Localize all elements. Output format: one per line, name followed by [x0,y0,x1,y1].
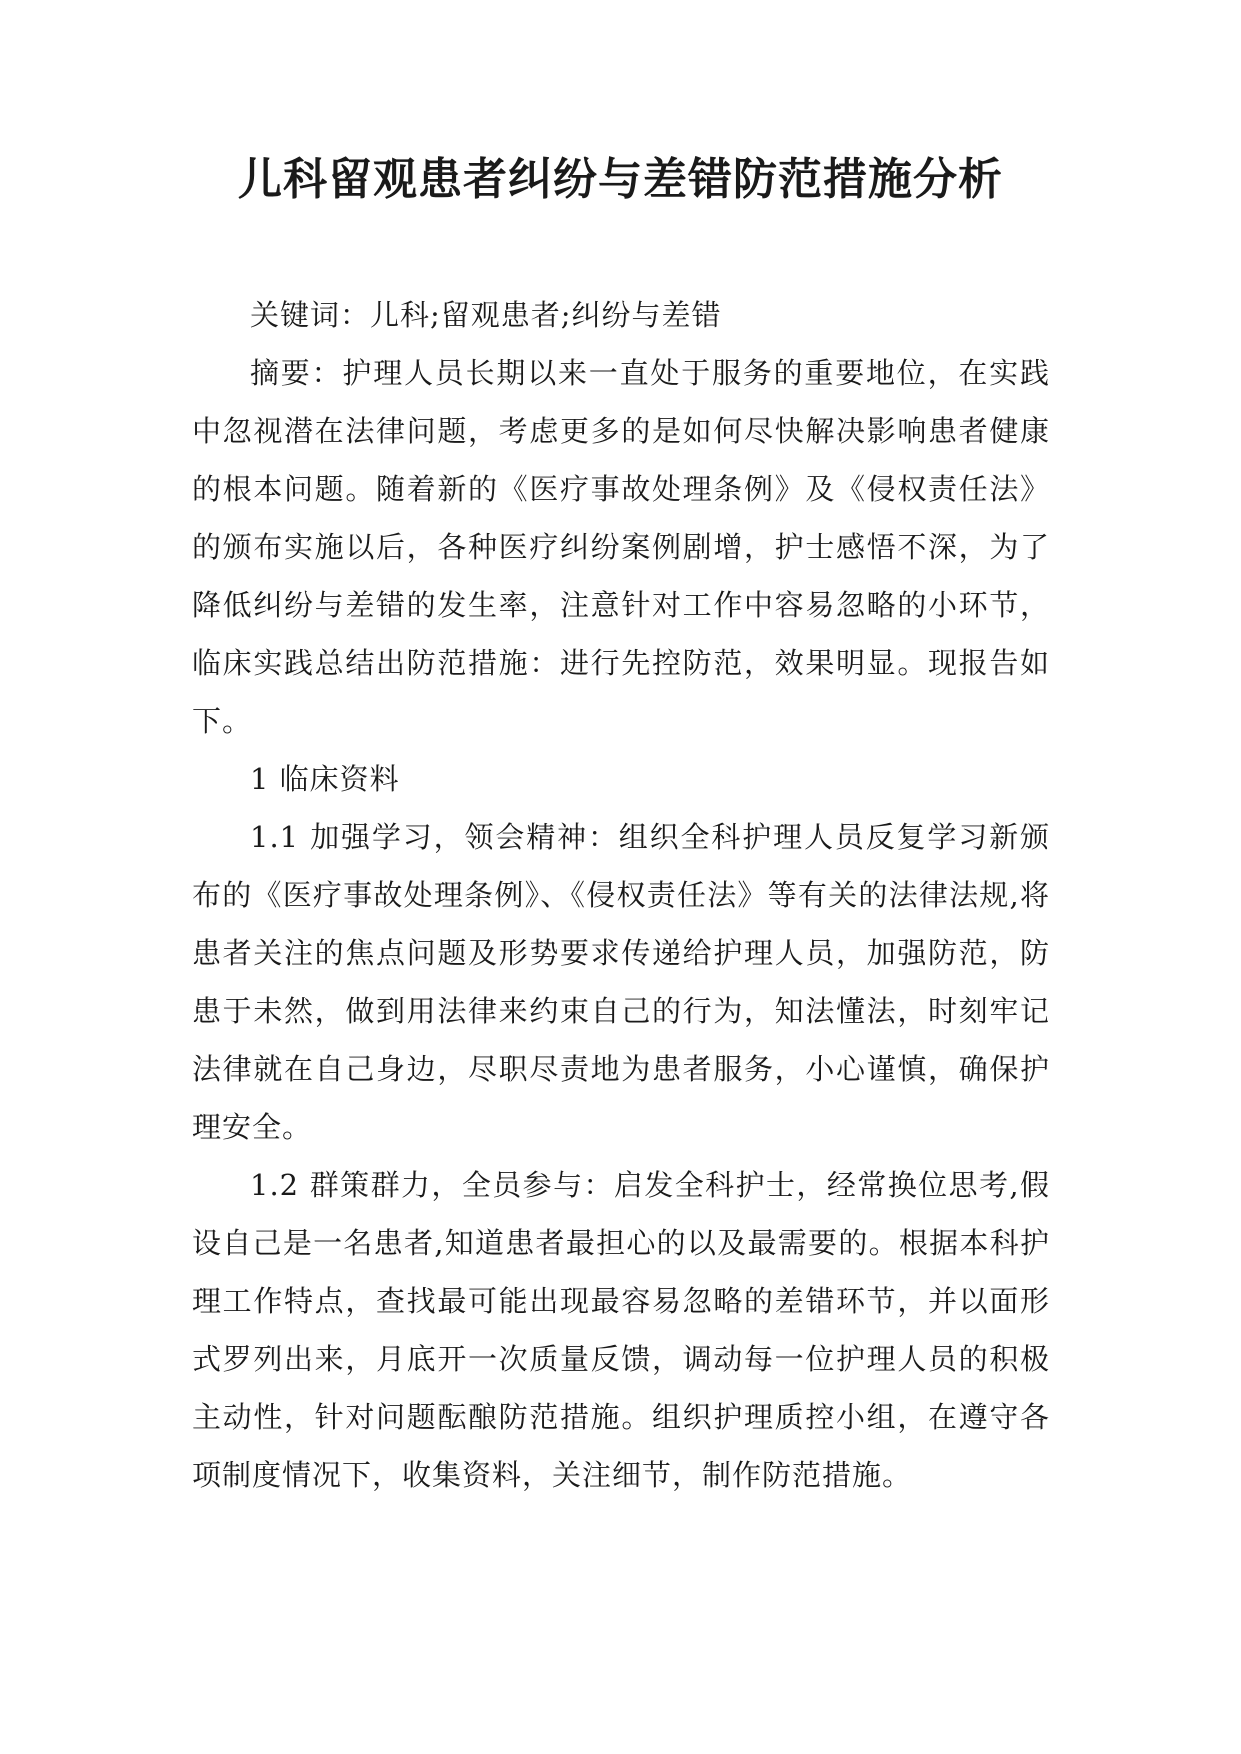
section-heading-clinical-data: 1 临床资料 [250,762,400,796]
abstract-paragraph: 摘要：护理人员长期以来一直处于服务的重要地位，在实践中忽视潜在法律问题，考虑更多的是如何尽快解决影响患者健康的根本问题。随着新的《医疗事故处理条例》及《侵权责任法》的颁布实施以后，各种医疗纠纷案例剧增，护士感悟不深，为了降低纠纷与差错的发生率，注意针对工作中容易忽略的小环节，临床实践总结出防范措施：进行先控防范，效果明显。现报告如下。 [192,356,1050,738]
subsection-1-2-paragraph: 1.2 群策群力，全员参与：启发全科护士，经常换位思考,假设自己是一名患者,知道患者最担心的以及最需要的。根据本科护理工作特点，查找最可能出现最容易忽略的差错环节，并以面形式罗列出来，月底开一次质量反馈，调动每一位护理人员的积极主动性，针对问题酝酿防范措施。组织护理质控小组，在遵守各项制度情况下，收集资料，关注细节，制作防范措施。 [192,1168,1050,1492]
subsection-1-1-paragraph: 1.1 加强学习，领会精神：组织全科护理人员反复学习新颁布的《医疗事故处理条例》、《侵权责任法》等有关的法律法规,将患者关注的焦点问题及形势要求传递给护理人员，加强防范，防患于未然，做到用法律来约束自己的行为，知法懂法，时刻牢记法律就在自己身边，尽职尽责地为患者服务，小心谨慎，确保护理安全。 [192,820,1050,1144]
document-title: 儿科留观患者纠纷与差错防范措施分析 [238,154,1003,205]
keywords-paragraph: 关键词：儿科;留观患者;纠纷与差错 [250,298,722,332]
document-body [192,286,1050,1504]
